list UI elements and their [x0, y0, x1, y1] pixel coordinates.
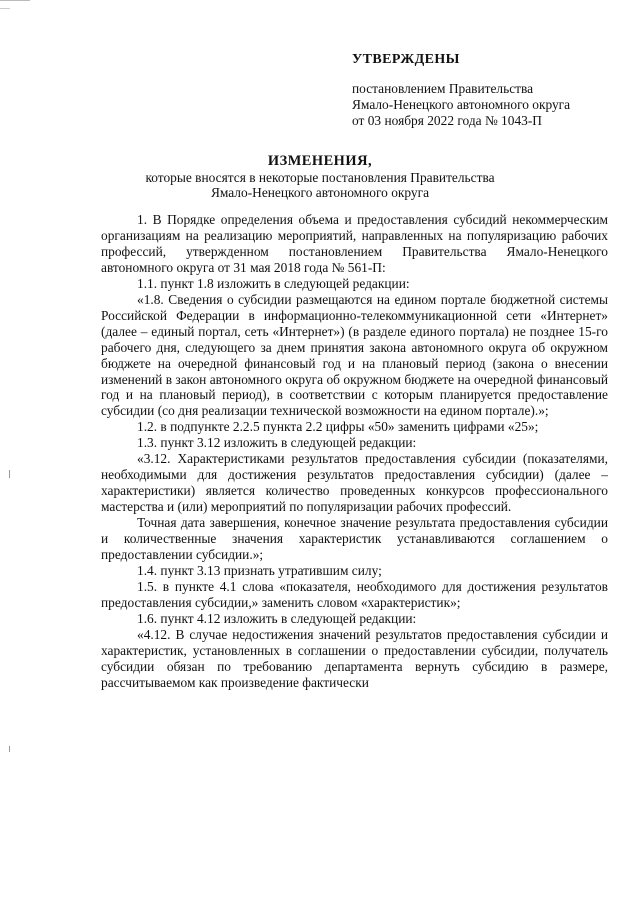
paragraph-1-8-quote: «1.8. Сведения о субсидии размещаются на едином портале бюджетной системы Российской Федерации в информационно-телекоммуникационной сети «Интернет» (далее – единый портал, сеть «Интернет») (в разделе единого портала) не позднее 15-го рабочего дня, следующего за днем принятия закона автономного округа об окружном бюджете на очередной финансовый год и на плановый период (закона о внесении изменений в закон автономного округа об окружном бюджете на очередной финансовый год и на плановый период), в соответствии с которым планируется предоставление субсидии (со дня реализации технической возможности на едином портале).»;: [101, 291, 608, 419]
document-subtitle-line-2: Ямало-Ненецкого автономного округа: [210, 185, 430, 201]
approval-stamp-block: [352, 52, 622, 129]
paragraph-1-3: 1.3. пункт 3.12 изложить в следующей редакции:: [137, 435, 417, 451]
paragraph-3-12-continuation: Точная дата завершения, конечное значение результата предоставления субсидии и количественные значения характеристик устанавливаются соглашением о предоставлении субсидии.»;: [101, 515, 608, 563]
document-subtitle-line-1: которые вносятся в некоторые постановления Правительства: [145, 169, 495, 185]
paragraph-1: 1. В Порядке определения объема и предоставления субсидий некоммерческим организациям на реализацию мероприятий, направленных на популяризацию рабочих профессий, утвержденном постановлением Правительства Ямало-Ненецкого автономного округа от 31 мая 2018 года № 561-П:: [101, 212, 608, 275]
scan-margin-tick: [9, 746, 10, 752]
paragraph-1-4: 1.4. пункт 3.13 признать утратившим силу;: [137, 562, 382, 578]
approval-line-2: Ямало-Ненецкого автономного округа: [352, 97, 571, 112]
document-title-block: [100, 154, 540, 201]
paragraph-3-12-quote: «3.12. Характеристиками результатов предоставления субсидии (показателями, необходимыми для достижения результатов предоставления субсидии) (далее – характеристики) является количество проведенных конкурсов профессионального мастерства и (или) мероприятий по популяризации рабочих профессий.: [101, 451, 608, 515]
document-heading: ИЗМЕНЕНИЯ,: [267, 153, 373, 169]
paragraph-4-12-quote: «4.12. В случае недостижения значений результатов предоставления субсидии и характеристик, установленных в соглашении о предоставлении субсидии, получатель субсидии обязан по требованию департамента вернуть субсидию в размере, рассчитываемом как произведение фактически: [101, 626, 608, 690]
approval-line-1: постановлением Правительства: [352, 81, 534, 96]
scan-margin-tick: [9, 470, 10, 478]
approval-line-3: от 03 ноября 2022 года № 1043-П: [352, 113, 542, 128]
scan-edge-mark: [0, 8, 10, 9]
paragraph-1-2: 1.2. в подпункте 2.2.5 пункта 2.2 цифры «50» заменить цифрами «25»;: [137, 419, 539, 435]
document-body: [101, 212, 608, 691]
scan-edge-mark: [0, 0, 30, 1]
paragraph-1-6: 1.6. пункт 4.12 изложить в следующей редакции:: [137, 610, 417, 626]
paragraph-1-1: 1.1. пункт 1.8 изложить в следующей редакции:: [137, 275, 410, 291]
approved-label: УТВЕРЖДЕНЫ: [352, 52, 460, 67]
paragraph-1-5: 1.5. в пункте 4.1 слова «показателя, необходимого для достижения результатов предоставления субсидии,» заменить словом «характеристик»;: [101, 578, 608, 610]
